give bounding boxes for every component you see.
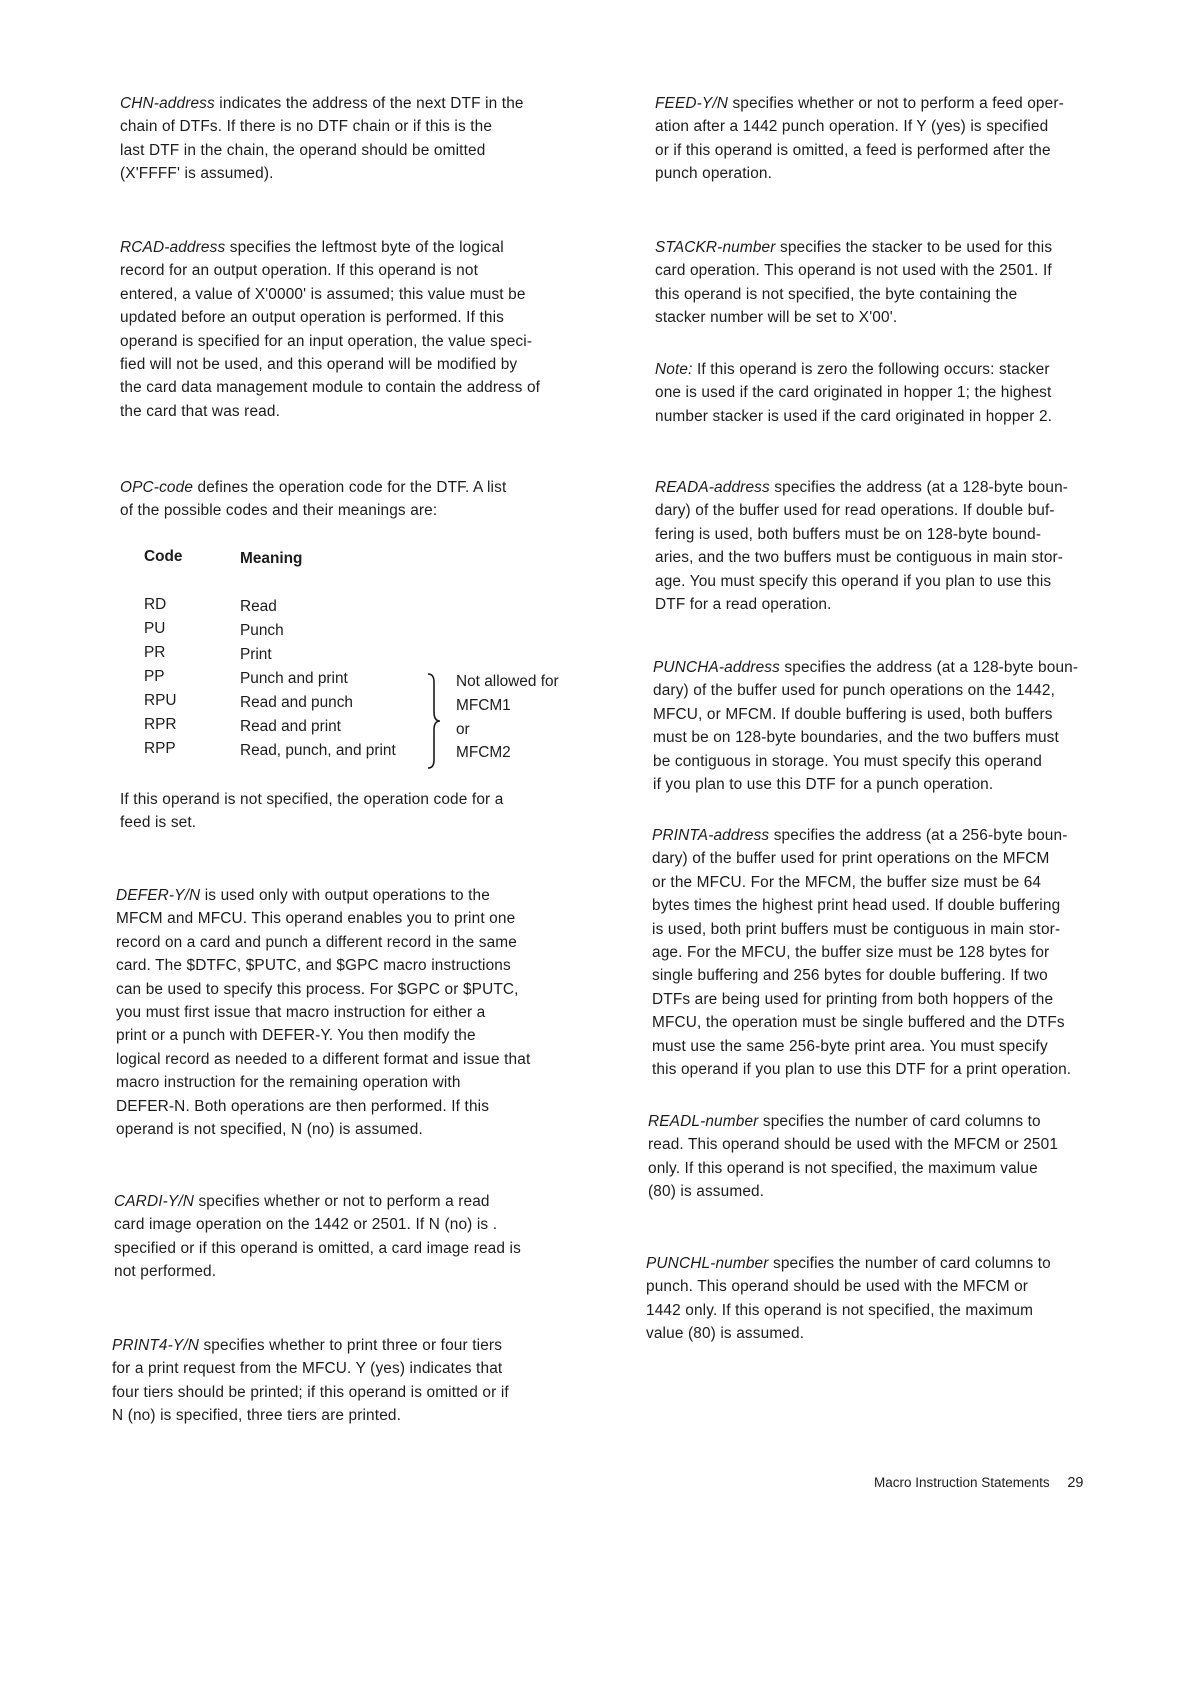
table-header-meaning: Meaning: [240, 550, 303, 567]
cardi-paragraph: CARDI-Y/N specifies whether or not to perform a read card image operation on the 1442 or 2501. If N (no) is . specified or if this operand is omitted, a card image read is not performed.: [114, 1193, 521, 1281]
rcad-address-paragraph: RCAD-address specifies the leftmost byte of the logical record for an output operation. If this operand is not entered, a value of X'0000' is assumed; this value must be updated before an output operation is performed. If this operand is specified for an input operation, the value speci- fied will not be used, and this operand will be modified by the card data management module to contain the address of the card that was read.: [120, 239, 541, 420]
defer-paragraph: DEFER-Y/N is used only with output operations to the MFCM and MFCU. This operand enables you to print one record on a card and punch a different record in the same card. The $DTFC, $PUTC, and $GPC macro instructions can be used to specify this process. For $GPC or $PUTC, you must first issue that macro instruction for either a print or a punch with DEFER-Y. You then modify the logical record as needed to a different format and issue that macro instruction for the remaining operation with DEFER-N. Both operations are then performed. If this operand is not specified, N (no) is assumed.: [116, 887, 531, 1139]
table-row-code: RPU: [144, 692, 177, 709]
footer-section-title: Macro Instruction Statements: [874, 1475, 1050, 1490]
brace-note-line: or: [456, 721, 470, 738]
readl-paragraph: READL-number specifies the number of card columns to read. This operand should be used with the MFCM or 2501 only. If this operand is not specified, the maximum value (80) is assumed.: [648, 1113, 1059, 1201]
operand-term: CHN-address: [120, 95, 215, 112]
operand-term: READL-number: [648, 1113, 759, 1130]
operand-term: READA-address: [655, 479, 770, 496]
operand-term: DEFER-Y/N: [116, 887, 201, 904]
table-header-code: Code: [144, 548, 183, 565]
table-row-meaning: Read, punch, and print: [240, 742, 396, 759]
reada-paragraph: READA-address specifies the address (at a 128-byte boun- dary) of the buffer used for read operations. If double buf- fering is used, both buffers must be on 128-byte bound- aries, and the two buffers must be contiguous in main stor- age. You must specify this operand if you plan to use this DTF for a read operation.: [655, 479, 1069, 614]
table-row-code: RPP: [144, 740, 176, 757]
operand-term: RCAD-address: [120, 239, 226, 256]
right-brace-icon: [424, 672, 444, 770]
printa-paragraph: PRINTA-address specifies the address (at a 256-byte boun- dary) of the buffer used for print operations on the MFCM or the MFCU. For the MFCM, the buffer size must be 64 bytes times the highest print head used. If double buffering is used, both print buffers must be contiguous in main stor- age. For the MFCU, the buffer size must be 128 bytes for single buffering and 256 bytes for double buffering. If two DTFs are being used for printing from both hoppers of the MFCU, the operation must be single buffered and the DTFs must use the same 256-byte print area. You must specify this operand if you plan to use this DTF for a print operation.: [652, 827, 1072, 1079]
table-row-meaning: Read: [240, 598, 277, 615]
table-row-meaning: Print: [240, 646, 272, 663]
operand-term: FEED-Y/N: [655, 95, 729, 112]
table-row-meaning: Punch: [240, 622, 284, 639]
opc-code-paragraph: OPC-code defines the operation code for the DTF. A list of the possible codes and their meanings are:: [120, 479, 507, 520]
feed-paragraph: FEED-Y/N specifies whether or not to perform a feed oper- ation after a 1442 punch operation. If Y (yes) is specified or if this operand is omitted, a feed is performed after the punch operation.: [655, 95, 1064, 183]
stackr-paragraph: STACKR-number specifies the stacker to be used for this card operation. This operand is not used with the 2501. If this operand is not specified, the byte containing the stacker number will be set to X'00'.: [655, 239, 1053, 327]
note-label: Note:: [655, 361, 693, 378]
chn-address-paragraph: CHN-address indicates the address of the next DTF in the chain of DTFs. If there is no DTF chain or if this is the last DTF in the chain, the operand should be omitted (X'FFFF' is assumed).: [120, 95, 524, 183]
table-row-code: RD: [144, 596, 167, 613]
operand-term: PUNCHL-number: [646, 1255, 769, 1272]
operand-term: STACKR-number: [655, 239, 776, 256]
table-row-code: PR: [144, 644, 166, 661]
puncha-paragraph: PUNCHA-address specifies the address (at a 128-byte boun- dary) of the buffer used for punch operations on the 1442, MFCU, or MFCM. If double buffering is used, both buffers must be on 128-byte boundaries, and the two buffers must be contiguous in storage. You must specify this operand if you plan to use this DTF for a punch operation.: [653, 659, 1079, 794]
brace-note-line: Not allowed for: [456, 673, 559, 690]
table-row-code: PP: [144, 668, 165, 685]
table-row-code: PU: [144, 620, 166, 637]
table-row-meaning: Punch and print: [240, 670, 348, 687]
operand-term: PRINT4-Y/N: [112, 1337, 200, 1354]
page-number: 29: [1067, 1475, 1084, 1491]
stackr-note-paragraph: Note: If this operand is zero the following occurs: stacker one is used if the card originated in hopper 1; the highest number stacker is used if the card originated in hopper 2.: [655, 361, 1053, 425]
punchl-paragraph: PUNCHL-number specifies the number of card columns to punch. This operand should be used with the MFCM or 1442 only. If this operand is not specified, the maximum value (80) is assumed.: [646, 1255, 1051, 1343]
table-row-meaning: Read and punch: [240, 694, 353, 711]
print4-paragraph: PRINT4-Y/N specifies whether to print three or four tiers for a print request from the MFCU. Y (yes) indicates that four tiers should be printed; if this operand is omitted or if N (no) is specified, three tiers are printed.: [112, 1337, 509, 1425]
page-footer: [874, 1475, 1083, 1491]
brace-note-line: MFCM1: [456, 697, 511, 714]
table-row-code: RPR: [144, 716, 177, 733]
table-row-meaning: Read and print: [240, 718, 341, 735]
operand-term: PRINTA-address: [652, 827, 770, 844]
opc-default-paragraph: If this operand is not specified, the operation code for a feed is set.: [120, 791, 504, 832]
operand-term: CARDI-Y/N: [114, 1193, 195, 1210]
brace-note-line: MFCM2: [456, 744, 511, 761]
operand-term: PUNCHA-address: [653, 659, 780, 676]
operand-term: OPC-code: [120, 479, 194, 496]
